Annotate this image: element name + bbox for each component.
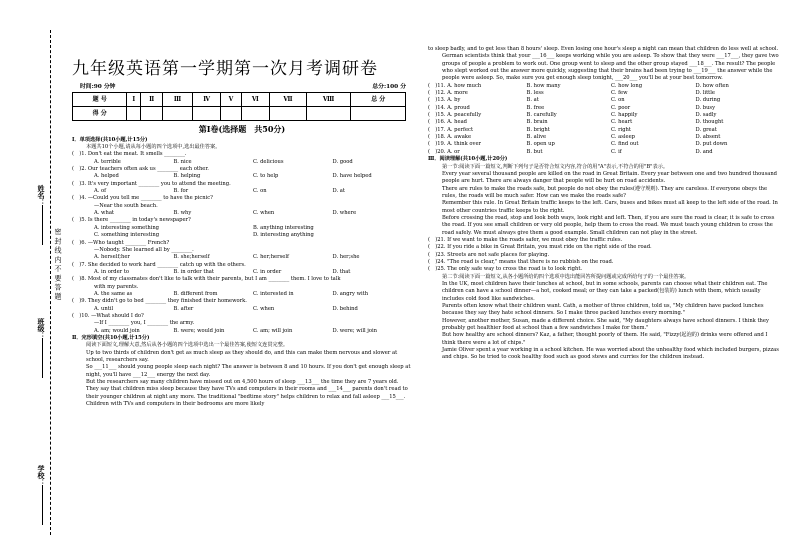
cloze-option[interactable]: B. alive [526,134,547,141]
cloze-option[interactable]: C. poor [611,104,631,111]
tf-question: ( )23. Streets are not safe places for playing. [428,251,550,258]
mc-option[interactable]: D. her;she [332,254,360,261]
seal-line [50,30,51,535]
total-score: 总分:100 分 [372,84,406,90]
cloze-option[interactable]: B. less [526,90,544,97]
mc-option[interactable]: D. behind [332,305,358,312]
cloze-option[interactable]: D. how often [695,82,729,89]
mc-options [72,225,412,240]
mc-question: ( )2. Our teachers often ask us ________ each other. [72,166,209,173]
mc-option[interactable]: A. of [94,188,107,195]
mc-option[interactable]: C. when [253,305,275,312]
score-col: Ⅲ [163,93,193,107]
score-cell[interactable] [270,107,307,121]
cloze-option[interactable]: C. happily [611,112,638,119]
score-col: Ⅰ [127,93,141,107]
cloze-option-row [428,97,780,104]
score-col: Ⅳ [193,93,221,107]
reading-paragraph: Every year several thousand people are killed on the road in Great Britain. Every year between one and two hundred thousand people are hurt. There are always danger that people will be hurt on road accidents. [442,170,779,185]
mc-option[interactable]: D. where [332,210,357,217]
mc-option[interactable]: B. helping [173,173,201,180]
reading-paragraph: However, another mother, Susan, made a different choice. She said, "My daughters always have school dinners. I think they probably get healthier food at school than a few sandwiches I make for them." [442,317,771,332]
tf-question: ( )22. If you ride a bike in Great Britain, you must ride on the right side of the road. [428,244,652,251]
cloze-option-row [428,105,780,112]
cloze-option[interactable]: B. bright [526,126,550,133]
exam-meta [80,84,406,91]
mc-option[interactable]: B. she;herself [173,254,210,261]
tf-question: ( )24. "The road is clear," means that there is no rubbish on the road. [428,258,614,265]
cloze-option[interactable]: D. little [695,90,715,97]
binding-margin [0,0,60,552]
cloze-option[interactable]: D. absent [695,134,721,141]
mc-option[interactable]: C. interested in [253,290,294,297]
cloze-paragraph: to sleep badly, and to get less than 8 hours' sleep. Even losing one hour's sleep a night can mean that children do less well at school. [428,46,779,52]
name-field[interactable] [42,205,43,245]
cloze-option[interactable]: ( )18. A. awake [428,134,472,141]
mc-question-cont: —Near the south beach. [94,202,158,209]
cloze-option[interactable]: ( )13. A. by [428,97,461,104]
mc-option[interactable]: A. helped [94,173,119,180]
cloze-option[interactable]: ( )16. A. head [428,119,468,126]
section-1-questions [72,151,412,335]
section-3-title: Ⅲ．阅读理解(共10小题,计20分) [428,156,508,163]
mc-option[interactable]: B. after [173,305,194,312]
cloze-option[interactable]: C. asleep [611,134,635,141]
cloze-option-row [428,112,780,119]
mc-option[interactable]: D. good [332,158,353,165]
score-col: Ⅶ [270,93,307,107]
cloze-option[interactable]: B. carefully [526,112,557,119]
cloze-paragraph: But the researchers say many children have missed out on 4,500 hours of sleep ___13___ the time they are 7 years old. They say that children miss sleep because they have TVs and computers in their rooms and ___14___ parents don't read to their younger children at night any more. The traditional "bedtime story" helps children to relax and fall asleep ___15___. Children with TVs and computers in their bedrooms are more likely [86,379,410,408]
mc-option[interactable]: C. her;herself [253,254,289,261]
mc-question: ( )6. —Who taught ________ French? [72,239,170,246]
score-header-row [73,93,406,107]
cloze-option[interactable]: D. during [695,97,721,104]
section-3-part-2-instructions: 第二节:阅读下面一篇短文,从各小题所给的四个选项中选出能回答所提问题或完成所给句子的一个最佳答案。 [442,273,690,280]
cloze-option[interactable]: ( )15. A. peacefully [428,112,482,119]
mc-option[interactable]: D. interesting anything [253,232,314,239]
section-2-options [428,83,780,156]
cloze-option[interactable]: C. find out [611,141,639,148]
mc-question: ( )8. Most of my classmates don't like to talk with their parents, but I am ________ them. I love to talk [72,276,341,283]
score-cell[interactable] [241,107,270,121]
mc-option[interactable]: C. in order [253,268,282,275]
score-table [72,92,406,121]
mc-option[interactable]: A. am; would join [94,327,140,334]
mc-option[interactable]: C. something interesting [94,232,160,239]
mc-question-cont: with my parents. [94,283,139,290]
name-label: 姓名： [37,185,46,206]
section-3-instructions: 第一节:阅读下面一篇短文,判断下列句子是否符合短文内容,符合的用"A"表示,不符合的用"B"表示。 [442,163,669,170]
cloze-paragraph: Up to two thirds of children don't get as much sleep as they should do, and this can make them nervous and slower at school, researchers say. [86,349,399,363]
reading-paragraph: Remember this rule. In Great Britain traffic keeps to the left. Cars, buses and bikes must all keep to the left side of the road. In most other countries traffic keeps to the right. [442,200,780,214]
mc-option[interactable]: B. why [173,210,192,217]
mc-option[interactable]: C. when [253,210,275,217]
mc-option[interactable]: D. were; will join [332,327,378,334]
score-col: Ⅵ [241,93,270,107]
part-one-heading: 第Ⅰ卷(选择题 共50分) [198,124,286,135]
cloze-option[interactable]: D. and [695,148,713,155]
cloze-option[interactable]: D. thought [695,119,724,126]
cloze-option[interactable]: C. few [611,90,628,97]
reading-paragraph: Before crossing the road, stop and look both ways, look right and left. Then, if you are sure the road is clear, it is safe to cross the road. If you see small children or very old people, help them to cross the road. We must teach young children to cross the road safely. We must always give them a good example. Small children can not play in the street. [442,214,777,236]
cloze-option[interactable]: ( )11. A. how much [428,82,482,89]
mc-options [72,328,412,335]
mc-option[interactable]: C. to help [253,173,279,180]
mc-option[interactable]: C. delicious [253,158,284,165]
mc-option[interactable]: B. different from [173,290,218,297]
mc-options [72,254,412,261]
mc-option[interactable]: B. were; would join [173,327,225,334]
cloze-option[interactable]: C. if [611,148,622,155]
score-cell[interactable] [221,107,241,121]
mc-question: ( )5. Is there ________ in today's newspaper? [72,217,191,224]
score-cell[interactable] [193,107,221,121]
score-col: Ⅱ [141,93,163,107]
school-label: 学校： [37,465,46,486]
mc-question: ( )9. They didn't go to bed ________ they finished their homework. [72,298,247,305]
seal-warning: 密 封 线 内 不 要 答 题 [54,228,62,300]
score-cell[interactable] [306,107,351,121]
mc-option[interactable]: A. in order to [94,268,130,275]
score-cell[interactable] [351,107,406,121]
mc-question: ( )10. —What should I do? [72,312,144,319]
cloze-paragraph: So ___11___ should young people sleep each night? The answer is between 8 and 10 hours. If you don't get enough sleep at night, you'll have ___12___ energy the next day. [86,364,413,378]
score-cell[interactable] [163,107,193,121]
cloze-option[interactable]: D. put down [695,141,728,148]
school-field[interactable] [42,485,43,525]
tf-question: ( )21. If we want to make the roads safer, we must obey the traffic rules. [428,236,623,243]
cloze-option[interactable]: ( )17. A. perfect [428,126,474,133]
cloze-option[interactable]: B. how many [526,82,561,89]
score-row-label: 得 分 [73,107,127,121]
section-2-title: Ⅱ．完形填空(共10小题,计15分) [72,334,150,341]
cloze-option[interactable]: B. but [526,148,543,155]
mc-options [72,173,412,180]
score-cell[interactable] [141,107,163,121]
mc-option[interactable]: C. am; will join [253,327,293,334]
mc-option[interactable]: B. in order that [173,268,214,275]
score-value-row [73,107,406,121]
cloze-option[interactable]: D. great [695,126,717,133]
mc-question-cont: —Nobody. She learned all by ________. [94,246,194,253]
reading-paragraph: But how healthy are school dinners? Kaz, a father, thought poorly of them. He said, "Fizzy(起泡的) drinks were offered and I think there were a lot of chips." [442,332,770,346]
mc-option[interactable]: C. on [253,188,267,195]
cloze-option[interactable]: C. heart [611,119,633,126]
reading-paragraph: In the UK, most children have their lunches at school, but in some schools, parents can choose what their children eat. The children can have a school dinner—a hot, cooked meal; or they can take a packed(包装的) lunch with them, which usually includes cold food like sandwiches. [442,281,770,302]
mc-option[interactable]: B. anything interesting [253,224,314,231]
cloze-option-row [428,127,780,134]
mc-question: ( )1. Don't eat the meat. It smells ________. [72,151,187,158]
score-col: 总 分 [351,93,406,107]
cloze-option[interactable]: ( )20. A. or [428,148,460,155]
mc-option[interactable]: D. angry with [332,290,369,297]
cloze-option[interactable]: C. on [611,97,625,104]
score-col: Ⅴ [221,93,241,107]
cloze-option-row [428,119,780,126]
mc-options [72,159,412,166]
mc-question-cont: —If I ________ you, I ________ the army. [94,320,195,327]
cloze-option[interactable]: D. busy [695,104,716,111]
mc-option[interactable]: A. what [94,210,115,217]
cloze-option[interactable]: C. how long [611,82,643,89]
mc-question: ( )3. It's very important ________ you to attend the meeting. [72,180,231,187]
cloze-option[interactable]: B. at [526,97,539,104]
mc-question: ( )4. —Could you tell me ________ to have the picnic? [72,195,213,202]
cloze-option[interactable]: ( )19. A. think over [428,141,481,148]
score-col: Ⅷ [306,93,351,107]
cloze-option[interactable]: B. brain [526,119,548,126]
mc-option[interactable]: D. that [332,268,351,275]
cloze-option-row [428,141,780,148]
reading-paragraph: Jamie Oliver spent a year working in a school kitchen. He was worried about the unhealthy food which included burgers, pizzas and chips. So he tried to cook healthy food such as good stews and curries for the children instead. [442,347,781,361]
cloze-option-row [428,83,780,90]
cloze-option[interactable]: B. open up [526,141,555,148]
score-col: 题 号 [73,93,127,107]
section-1-instructions: 本题共10个小题,请从每小题的四个选项中,选出最佳答案。 [86,144,221,151]
mc-option[interactable]: D. at [332,188,345,195]
reading-paragraph: There are rules to make the roads safe, but people do not obey the rules(遵守规则). They are careless. If everyone obeys the rules, the roads will be much safer. How can we make the roads safe? [442,185,769,199]
mc-options [72,306,412,313]
section-1-title: Ⅰ．单项选择(共10小题,计15分) [72,136,148,143]
mc-option[interactable]: A. until [94,305,114,312]
time-limit: 时间:90 分钟 [80,84,116,90]
score-cell[interactable] [127,107,141,121]
class-field[interactable] [42,338,43,378]
right-column [428,46,780,362]
reading-paragraph: Parents often know what their children want. Cath, a mother of three children, told us, "My children have packed lunches because they say they hate school dinners. So I make three packed lunches every morning." [442,303,766,317]
mc-option[interactable]: D. have helped [332,173,372,180]
left-column [72,0,412,408]
mc-option[interactable]: A. terrible [94,158,121,165]
cloze-option[interactable]: B. free [526,104,545,111]
mc-option[interactable]: B. nice [173,158,192,165]
mc-question: ( )7. She decided to work hard ________ catch up with the others. [72,261,246,268]
cloze-option[interactable]: C. right [611,126,631,133]
tf-question: ( )25. The only safe way to cross the road is to look right. [428,266,583,273]
cloze-option[interactable]: ( )14. A. proud [428,104,470,111]
class-label: 班级： [37,318,46,339]
mc-option[interactable]: A. the same as [94,290,133,297]
mc-option[interactable]: A. interesting something [94,224,159,231]
cloze-option[interactable]: D. sadly [695,112,717,119]
cloze-option[interactable]: ( )12. A. more [428,90,468,97]
mc-option[interactable]: A. herself;her [94,254,130,261]
section-2-instructions: 阅读下面短文,理解大意,然后从各小题的四个选项中选出一个最佳答案,使短文连贯完整。 [86,342,289,349]
mc-option[interactable]: B. for [173,188,189,195]
cloze-option-row [428,90,780,97]
exam-title: 九年级英语第一学期第一次月考调研卷 [72,59,378,79]
cloze-paragraph: German scientists think that your ___16___ keeps working while you are asleep. To show that they were ___17___, they gave two groups of people a problem to work out. One group went to sleep and the other group stayed ___18___. The result? The people who slept worked out the answer more quickly, suggesting that their brains had been trying to ___19___ the answer while the people were asleep. So, make sure you get enough sleep tonight, ___20___ you'll be at your best tomorrow. [442,53,781,82]
